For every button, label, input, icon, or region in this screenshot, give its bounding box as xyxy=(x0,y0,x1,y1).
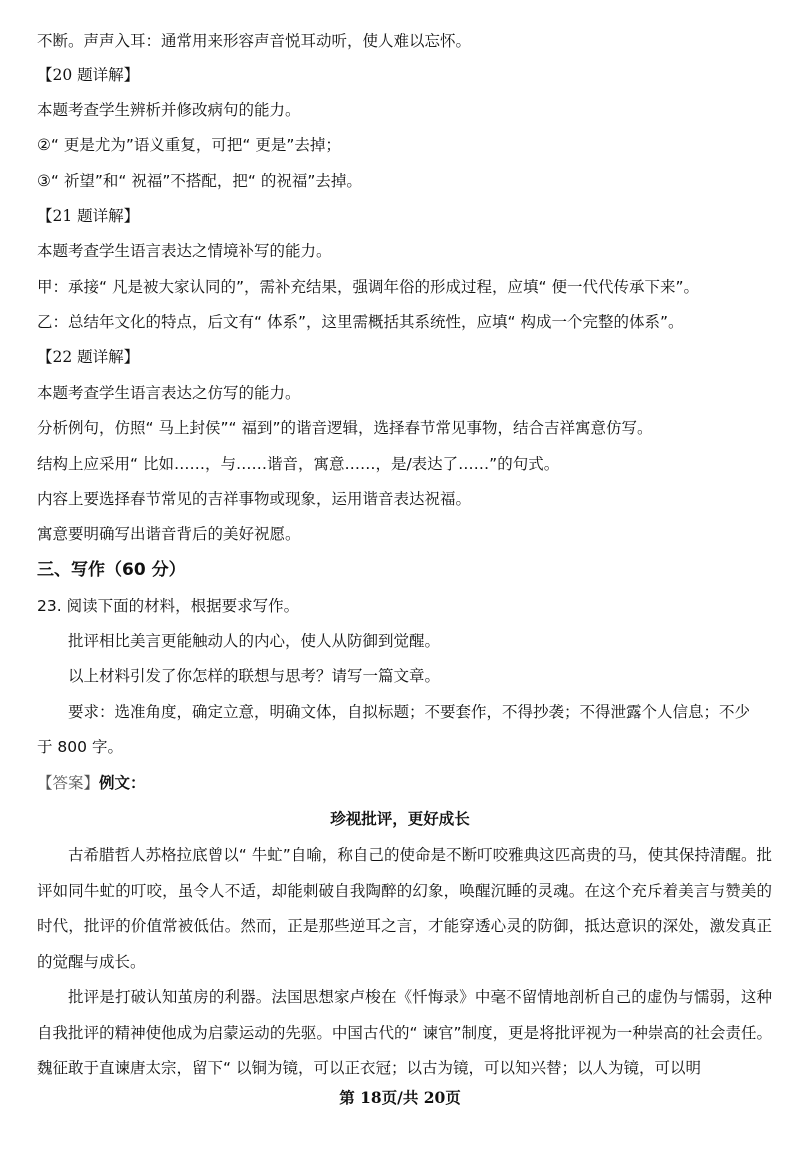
text-line: 乙：总结年文化的特点，后文有“ 体系”，这里需概括其系统性，应填“ 构成一个完整的体系”。 xyxy=(37,313,684,331)
question-23: 23. 阅读下面的材料，根据要求写作。 xyxy=(37,597,300,615)
text-line: 内容上要选择春节常见的吉祥事物或现象，运用谐音表达祝福。 xyxy=(37,490,472,508)
page-number: 第 18页/共 20页 xyxy=(339,1088,461,1107)
answer-tag: 【答案】 xyxy=(37,774,100,792)
text-line: 本题考查学生辨析并修改病句的能力。 xyxy=(37,101,301,119)
essay-paragraph-1: 古希腊哲人苏格拉底曾以“ 牛虻”自喻，称自己的使命是不断叮咬雅典这匹高贵的马，使其保持清醒。批评如同牛虻的叮咬，虽令人不适，却能刺破自我陶醉的幻象，唤醒沉睡的灵魂。在这个充斥着美言与赞美的时代，批评的价值常被低估。然而，正是那些逆耳之言，才能穿透心灵的防御，抵达意识的深处，激发真正的觉醒与成长。 xyxy=(37,846,772,971)
section-heading-writing: 三、写作（60 分） xyxy=(37,560,186,580)
essay-title: 珍视批评，更好成长 xyxy=(330,810,470,828)
text-line: ③“ 祈望”和“ 祝福”不搭配，把“ 的祝福”去掉。 xyxy=(37,172,362,190)
answer-label: 例文： xyxy=(99,774,146,792)
section-heading-20: 【20 题详解】 xyxy=(37,66,140,84)
text-line: 寓意要明确写出谐音背后的美好祝愿。 xyxy=(37,525,301,543)
requirement-text: 于 800 字。 xyxy=(37,738,123,756)
section-heading-22: 【22 题详解】 xyxy=(37,348,140,366)
text-line: 结构上应采用“ 比如……，与……谐音，寓意……，是/表达了……”的句式。 xyxy=(37,455,560,473)
text-line: 本题考查学生语言表达之情境补写的能力。 xyxy=(37,242,332,260)
material-text: 批评相比美言更能触动人的内心，使人从防御到觉醒。 xyxy=(68,632,441,650)
text-line: 不断。声声入耳：通常用来形容声音悦耳动听，使人难以忘怀。 xyxy=(37,32,472,50)
essay-paragraph-2: 批评是打破认知茧房的利器。法国思想家卢梭在《忏悔录》中毫不留情地剖析自己的虚伪与懦弱，这种自我批评的精神使他成为启蒙运动的先驱。中国古代的“ 谏官”制度，更是将批评视为一种崇高的社会责任。魏征敢于直谏唐太宗，留下“ 以铜为镜，可以正衣冠；以古为镜，可以知兴替；以人为镜，可以明 xyxy=(37,988,772,1077)
text-line: 本题考查学生语言表达之仿写的能力。 xyxy=(37,384,301,402)
section-heading-21: 【21 题详解】 xyxy=(37,207,140,225)
requirement-text: 要求：选准角度，确定立意，明确文体，自拟标题；不要套作，不得抄袭；不得泄露个人信息；不少 xyxy=(68,703,751,721)
text-line: ②“ 更是尤为”语义重复，可把“ 更是”去掉； xyxy=(37,136,341,154)
text-line: 分析例句，仿照“ 马上封侯”“ 福到”的谐音逻辑，选择春节常见事物，结合吉祥寓意仿写。 xyxy=(37,419,653,437)
answer-line xyxy=(37,772,770,794)
text-line: 甲：承接“ 凡是被大家认同的”，需补充结果，强调年俗的形成过程，应填“ 便一代代传承下来”。 xyxy=(37,278,699,296)
material-text: 以上材料引发了你怎样的联想与思考？请写一篇文章。 xyxy=(68,667,441,685)
